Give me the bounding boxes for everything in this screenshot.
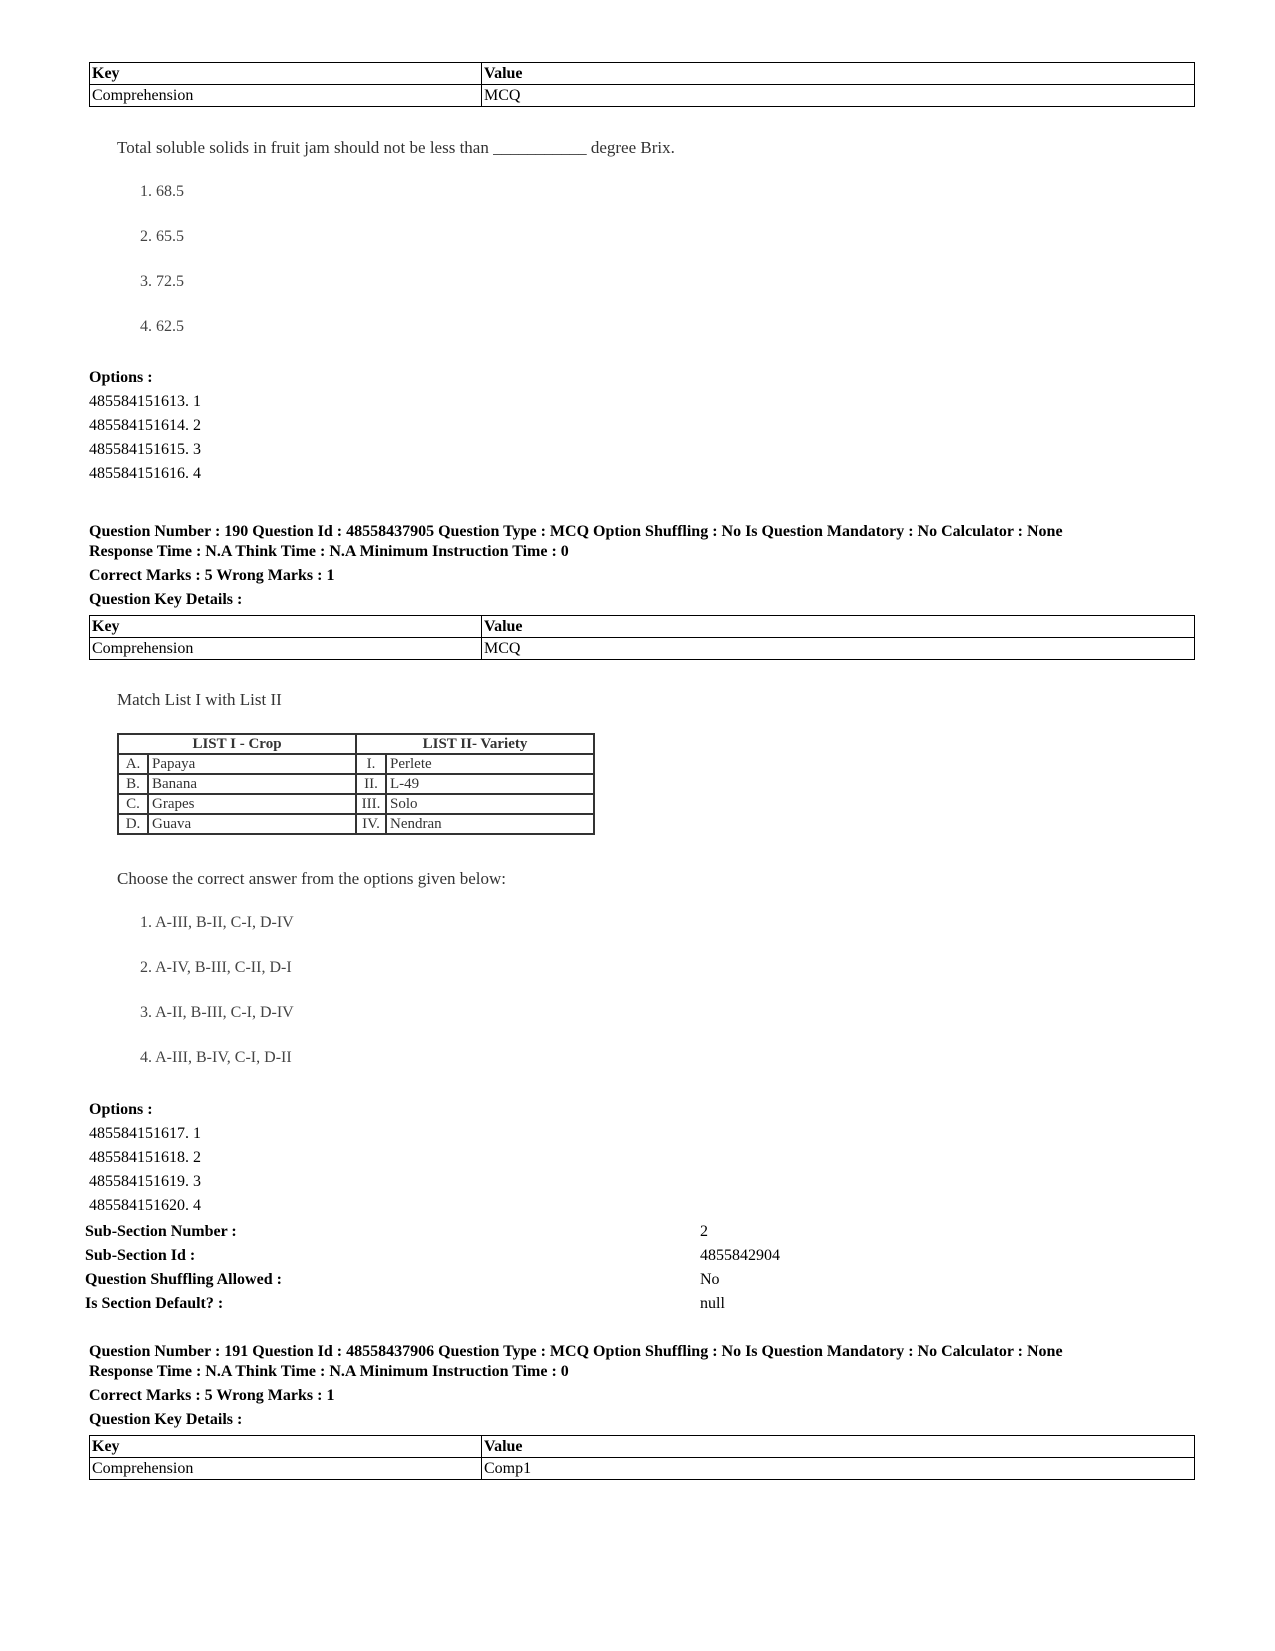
option-item: 485584151614. 2 <box>89 417 201 434</box>
meta-value: 4855842904 <box>700 1247 780 1264</box>
match-row <box>118 774 594 794</box>
question-header-line2: Response Time : N.A Think Time : N.A Minimum Instruction Time : 0 <box>89 1363 569 1380</box>
list2-item: Perlete <box>386 754 594 774</box>
meta-value: No <box>700 1271 720 1288</box>
table-header-row <box>90 63 1195 85</box>
table-row <box>90 85 1195 107</box>
marks-line: Correct Marks : 5 Wrong Marks : 1 <box>89 1387 335 1404</box>
option-item: 485584151618. 2 <box>89 1149 201 1166</box>
list1-item: Guava <box>148 814 356 834</box>
meta-label: Sub-Section Number : <box>85 1223 237 1240</box>
question-header-line1: Question Number : 190 Question Id : 48558437905 Question Type : MCQ Option Shuffling : No Is Question Mandatory : No Calculator : None <box>89 523 1063 540</box>
choice-item: 2. 65.5 <box>140 228 184 245</box>
key-cell: Comprehension <box>90 638 482 660</box>
list2-index: III. <box>356 794 386 814</box>
key-header: Key <box>90 63 482 85</box>
choice-item: 3. 72.5 <box>140 273 184 290</box>
value-header: Value <box>482 63 1195 85</box>
match-row <box>118 814 594 834</box>
list1-index: B. <box>118 774 148 794</box>
match-list-table <box>117 733 595 835</box>
list2-header: LIST II- Variety <box>356 734 594 754</box>
question-key-table <box>89 1435 1195 1480</box>
list1-item: Papaya <box>148 754 356 774</box>
value-cell: Comp1 <box>482 1458 1195 1480</box>
table-header-row <box>90 616 1195 638</box>
option-item: 485584151615. 3 <box>89 441 201 458</box>
match-row <box>118 794 594 814</box>
question-header-line2: Response Time : N.A Think Time : N.A Minimum Instruction Time : 0 <box>89 543 569 560</box>
list2-item: L-49 <box>386 774 594 794</box>
meta-value: null <box>700 1295 725 1312</box>
list1-index: A. <box>118 754 148 774</box>
meta-label: Is Section Default? : <box>85 1295 224 1312</box>
value-cell: MCQ <box>482 638 1195 660</box>
option-item: 485584151613. 1 <box>89 393 201 410</box>
options-label: Options : <box>89 1101 153 1118</box>
question-intro: Match List I with List II <box>117 690 282 709</box>
choose-text: Choose the correct answer from the options given below: <box>117 869 507 888</box>
list1-header: LIST I - Crop <box>118 734 356 754</box>
list2-index: IV. <box>356 814 386 834</box>
list2-index: I. <box>356 754 386 774</box>
meta-label: Sub-Section Id : <box>85 1247 196 1264</box>
list2-item: Solo <box>386 794 594 814</box>
meta-value: 2 <box>700 1223 708 1240</box>
list2-index: II. <box>356 774 386 794</box>
marks-line: Correct Marks : 5 Wrong Marks : 1 <box>89 567 335 584</box>
value-header: Value <box>482 616 1195 638</box>
key-cell: Comprehension <box>90 85 482 107</box>
question-key-table <box>89 615 1195 660</box>
choice-item: 1. 68.5 <box>140 183 184 200</box>
key-cell: Comprehension <box>90 1458 482 1480</box>
meta-label: Question Shuffling Allowed : <box>85 1271 282 1288</box>
question-header-line1: Question Number : 191 Question Id : 48558437906 Question Type : MCQ Option Shuffling : No Is Question Mandatory : No Calculator : None <box>89 1343 1063 1360</box>
option-item: 485584151620. 4 <box>89 1197 201 1214</box>
match-row <box>118 754 594 774</box>
list1-item: Banana <box>148 774 356 794</box>
table-row <box>90 638 1195 660</box>
key-header: Key <box>90 1436 482 1458</box>
list2-item: Nendran <box>386 814 594 834</box>
option-item: 485584151619. 3 <box>89 1173 201 1190</box>
key-details-label: Question Key Details : <box>89 1411 243 1428</box>
choice-item: 4. 62.5 <box>140 318 184 335</box>
choice-item: 4. A-III, B-IV, C-I, D-II <box>140 1049 292 1066</box>
value-cell: MCQ <box>482 85 1195 107</box>
choice-item: 2. A-IV, B-III, C-II, D-I <box>140 959 292 976</box>
table-header-row <box>90 1436 1195 1458</box>
choice-item: 1. A-III, B-II, C-I, D-IV <box>140 914 294 931</box>
options-label: Options : <box>89 369 153 386</box>
value-header: Value <box>482 1436 1195 1458</box>
list1-index: C. <box>118 794 148 814</box>
choice-item: 3. A-II, B-III, C-I, D-IV <box>140 1004 294 1021</box>
key-header: Key <box>90 616 482 638</box>
option-item: 485584151616. 4 <box>89 465 201 482</box>
table-row <box>90 1458 1195 1480</box>
question-text: Total soluble solids in fruit jam should not be less than ___________ degree Brix. <box>117 138 675 157</box>
list1-index: D. <box>118 814 148 834</box>
option-item: 485584151617. 1 <box>89 1125 201 1142</box>
key-details-label: Question Key Details : <box>89 591 243 608</box>
match-header-row <box>118 734 594 754</box>
question-key-table <box>89 62 1195 107</box>
list1-item: Grapes <box>148 794 356 814</box>
